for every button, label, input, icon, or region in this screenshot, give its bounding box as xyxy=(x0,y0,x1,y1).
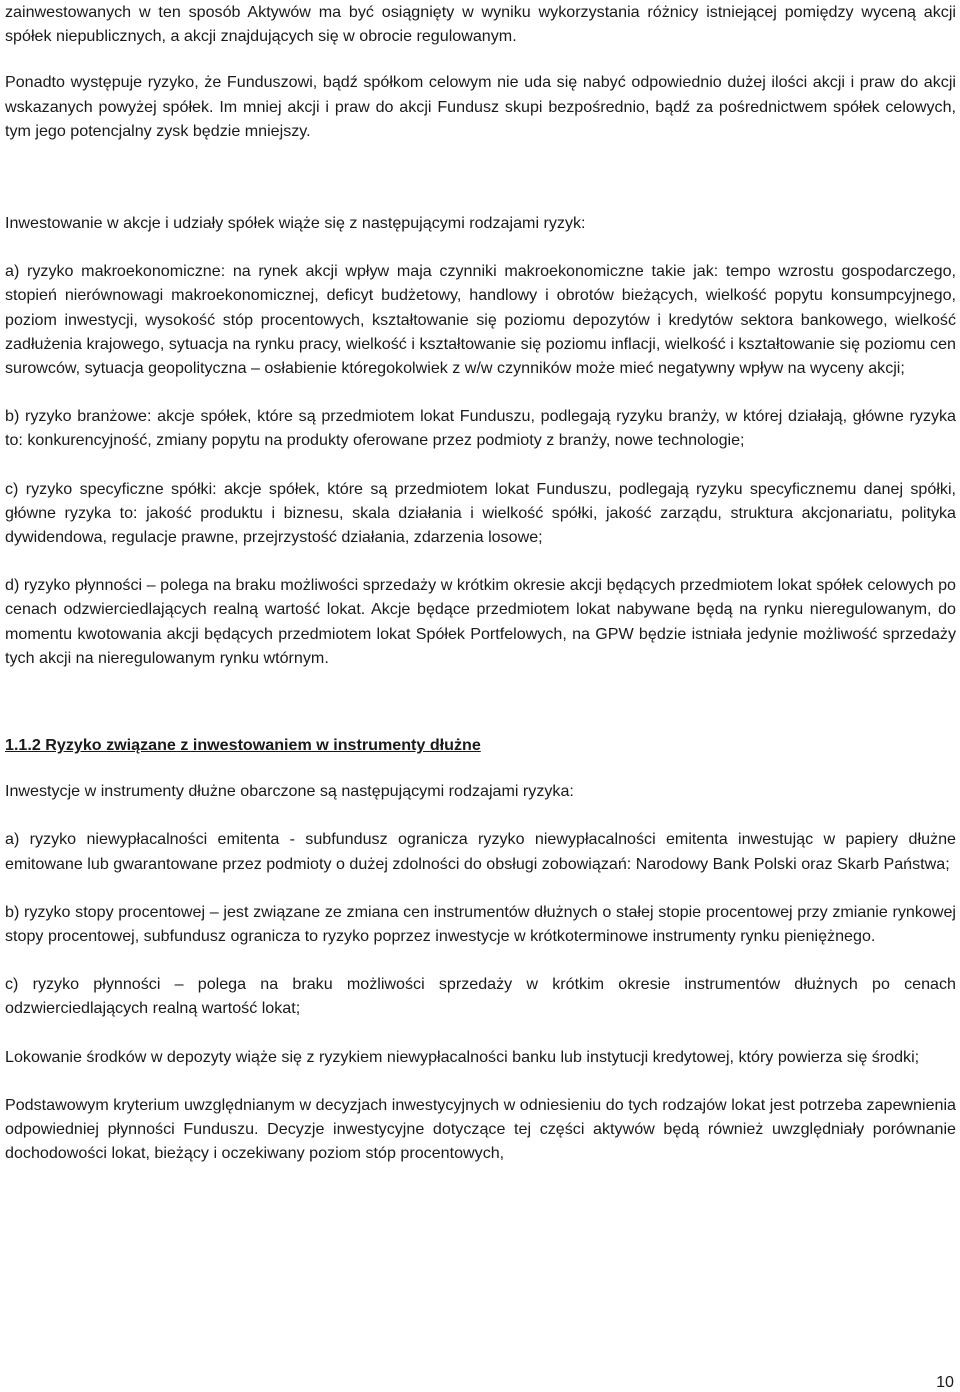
page-number: 10 xyxy=(936,1373,954,1391)
document-page xyxy=(5,0,956,1166)
paragraph-deposit-risk: Lokowanie środków w depozyty wiąże się z ryzykiem niewypłacalności banku lub instytucji kredytowej, który powierza się środki; xyxy=(5,1047,920,1066)
list-item-specific-risk: c) ryzyko specyficzne spółki: akcje spółek, które są przedmiotem lokat Funduszu, podlegają ryzyku specyficznemu danej spółki, główne ryzyka to: jakość produktu i biznesu, skala działania i wielkość spółki, jakość zarządu, struktura akcjonariatu, polityka dywidendowa, regulacje prawne, przejrzystość działania, zdarzenia losowe; xyxy=(5,479,956,547)
list-item-industry-risk: b) ryzyko branżowe: akcje spółek, które są przedmiotem lokat Funduszu, podlegają ryzyku branży, w której działają, główne ryzyka to: konkurencyjność, zmiany popytu na produkty oferowane przez podmioty z branży, nowe technologie; xyxy=(5,407,956,450)
paragraph-debt-risks-intro: Inwestycje w instrumenty dłużne obarczone są następującymi rodzajami ryzyka: xyxy=(5,782,574,801)
list-item-issuer-insolvency-risk: a) ryzyko niewypłacalności emitenta - subfundusz ogranicza ryzyko niewypłacalności emitenta inwestując w papiery dłużne emitowane lub gwarantowane przez podmioty o dużej zdolności do obsługi zobowiązań: Narodowy Bank Polski oraz Skarb Państwa; xyxy=(5,830,956,873)
list-item-debt-liquidity-risk: c) ryzyko płynności – polega na braku możliwości sprzedaży w krótkim okresie instrumentów dłużnych po cenach odzwierciedlających realną wartość lokat; xyxy=(5,975,956,1018)
list-item-macroeconomic-risk: a) ryzyko makroekonomiczne: na rynek akcji wpływ maja czynniki makroekonomiczne takie jak: tempo wzrostu gospodarczego, stopień nierównowagi makroekonomicznej, deficyt budżetowy, handlowy i obrotów bieżących, wielkość popytu konsumpcyjnego, poziom inwestycji, wysokość stóp procentowych, kształtowanie się poziomu depozytów i kredytów sektora bankowego, wielkość zadłużenia krajowego, sytuacja na rynku pracy, wielkość i kształtowanie się poziomu inflacji, wielkość i kształtowanie się poziomu cen surowców, sytuacja geopolityczna – osłabienie któregokolwiek z w/w czynników może mieć negatywny wpływ na wyceny akcji; xyxy=(5,262,956,378)
section-heading: 1.1.2 Ryzyko związane z inwestowaniem w instrumenty dłużne xyxy=(5,736,481,755)
list-item-interest-rate-risk: b) ryzyko stopy procentowej – jest związane ze zmiana cen instrumentów dłużnych o stałej stopie procentowej przy zmianie rynkowej stopy procentowej, subfundusz ogranicza to ryzyko poprzez inwestycje w krótkoterminowe instrumenty rynku pieniężnego. xyxy=(5,902,956,946)
paragraph-intro-continuation: zainwestowanych w ten sposób Aktywów ma być osiągnięty w wyniku wykorzystania różnicy istniejącej pomiędzy wyceną akcji spółek niepublicznych, a akcji znajdujących się w obrocie regulowanym. xyxy=(5,3,956,46)
paragraph-equity-risks-intro: Inwestowanie w akcje i udziały spółek wiąże się z następującymi rodzajami ryzyk: xyxy=(5,214,586,233)
paragraph-investment-criterion: Podstawowym kryterium uwzględnianym w decyzjach inwestycyjnych w odniesieniu do tych rodzajów lokat jest potrzeba zapewnienia odpowiedniej płynności Funduszu. Decyzje inwestycyjne dotyczące tej części aktywów będą również uwzględniały porównanie dochodowości lokat, bieżący i oczekiwany poziom stóp procentowych, xyxy=(5,1095,956,1163)
list-item-liquidity-risk: d) ryzyko płynności – polega na braku możliwości sprzedaży w krótkim okresie akcji będących przedmiotem lokat spółek celowych po cenach odzwierciedlających realną wartość lokat. Akcje będące przedmiotem lokat nabywane będą na rynku nieregulowanym, do momentu kwotowania akcji będących przedmiotem lokat Spółek Portfelowych, na GPW będzie istniała jedynie możliwość sprzedaży tych akcji na nieregulowanym rynku wtórnym. xyxy=(5,576,956,667)
paragraph-acquisition-risk: Ponadto występuje ryzyko, że Funduszowi, bądź spółkom celowym nie uda się nabyć odpowiednio dużej ilości akcji i praw do akcji wskazanych powyżej spółek. Im mniej akcji i praw do akcji Fundusz skupi bezpośrednio, bądź za pośrednictwem spółek celowych, tym jego potencjalny zysk będzie mniejszy. xyxy=(5,73,956,140)
